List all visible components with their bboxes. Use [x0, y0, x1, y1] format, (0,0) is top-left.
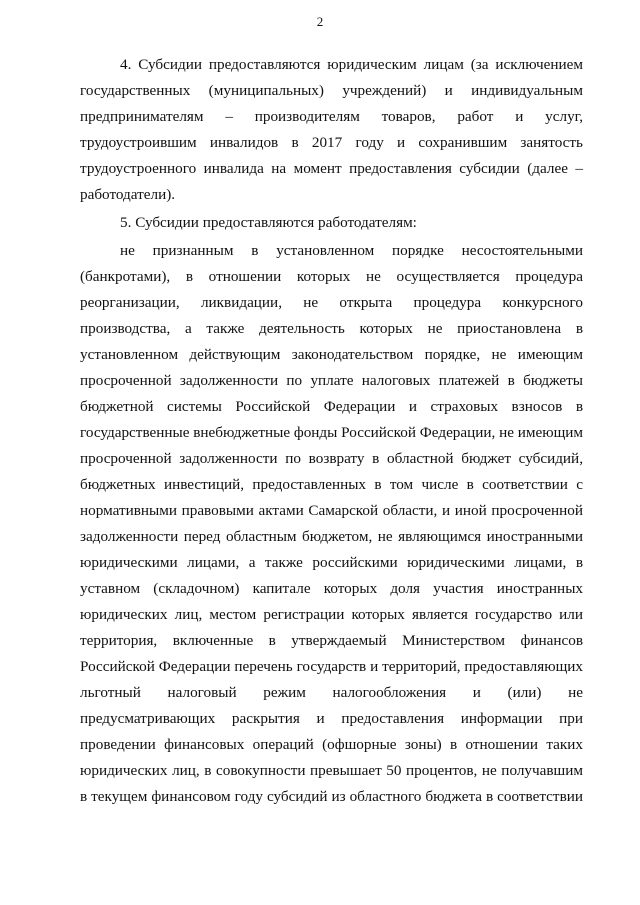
text-line: проведении финансовых операций (офшорные зоны) в отношении таких: [80, 736, 583, 753]
text-line: предпринимателям – производителям товаров, работ и услуг,: [80, 108, 583, 125]
text-line: работодатели).: [80, 186, 176, 203]
text-line: 5. Субсидии предоставляются работодателям:: [120, 214, 417, 231]
text-line: трудоустроившим инвалидов в 2017 году и сохранившим занятость: [80, 134, 583, 151]
text-line: льготный налоговый режим налогообложения и (или) не: [80, 684, 583, 701]
text-line: установленном действующим законодательством порядке, не имеющим: [80, 346, 583, 363]
paragraph-2: [80, 210, 583, 236]
text-line: задолженности перед областным бюджетом, не являющимся иностранными: [80, 528, 583, 545]
text-line: уставном (складочном) капитале которых доля участия иностранных: [80, 580, 583, 597]
paragraph-3: [80, 238, 583, 810]
text-line: бюджетной системы Российской Федерации и страховых взносов в: [80, 398, 583, 415]
text-line: (банкротами), в отношении которых не осуществляется процедура: [80, 268, 583, 285]
page-number: 2: [316, 14, 324, 29]
text-line: юридических лиц, в совокупности превышает 50 процентов, не получавшим: [80, 762, 583, 779]
text-line: бюджетных инвестиций, предоставленных в том числе в соответствии с: [80, 476, 583, 493]
text-line: просроченной задолженности по уплате налоговых платежей в бюджеты: [80, 372, 583, 389]
text-line: Российской Федерации перечень государств и территорий, предоставляющих: [80, 658, 583, 675]
text-line: территория, включенные в утверждаемый Министерством финансов: [80, 632, 583, 649]
paragraph-1: [80, 52, 583, 208]
document-body: [80, 52, 583, 810]
text-line: просроченной задолженности по возврату в областной бюджет субсидий,: [80, 450, 583, 467]
text-line: не признанным в установленном порядке несостоятельными: [120, 242, 583, 259]
text-line: реорганизации, ликвидации, не открыта процедура конкурсного: [80, 294, 583, 311]
text-line: предусматривающих раскрытия и предоставления информации при: [80, 710, 583, 727]
text-line: государственные внебюджетные фонды Российской Федерации, не имеющим: [80, 424, 584, 441]
text-line: юридическими лицами, а также российскими юридическими лицами, в: [80, 554, 583, 571]
text-line: производства, а также деятельность которых не приостановлена в: [80, 320, 583, 337]
text-line: юридических лиц, местом регистрации которых является государство или: [80, 606, 583, 623]
text-line: нормативными правовыми актами Самарской области, и иной просроченной: [80, 502, 583, 519]
text-line: в текущем финансовом году субсидий из областного бюджета в соответствии: [80, 788, 583, 805]
text-line: трудоустроенного инвалида на момент предоставления субсидии (далее –: [80, 160, 583, 177]
text-line: 4. Субсидии предоставляются юридическим лицам (за исключением: [120, 56, 583, 73]
text-line: государственных (муниципальных) учреждений) и индивидуальным: [80, 82, 583, 99]
